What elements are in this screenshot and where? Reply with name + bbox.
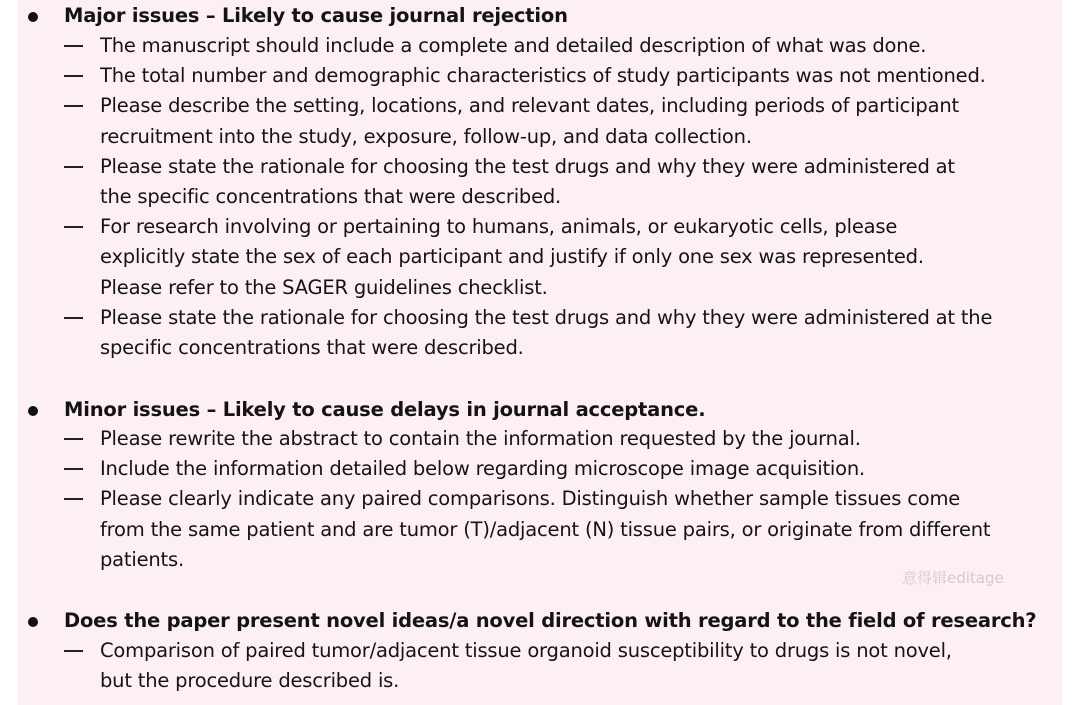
issue-list — [0, 31, 1080, 363]
list-item — [0, 91, 1080, 151]
item-text: recruitment into the study, exposure, follow-up, and data collection. — [100, 124, 752, 148]
bullet-icon — [28, 12, 38, 22]
watermark: 意得辑editage — [902, 569, 1004, 587]
list-item — [0, 424, 1080, 454]
dash-icon — [64, 75, 83, 77]
dash-icon — [64, 650, 83, 652]
item-text: specific concentrations that were described. — [100, 336, 524, 360]
list-item — [0, 31, 1080, 61]
list-item — [0, 303, 1080, 363]
dash-icon — [64, 226, 83, 228]
dash-icon — [64, 468, 83, 470]
item-text: patients. — [100, 547, 184, 571]
item-text: the specific concentrations that were described. — [100, 185, 562, 209]
section-heading: Major issues – Likely to cause journal rejection — [64, 4, 568, 27]
item-text: The manuscript should include a complete and detailed description of what was done. — [100, 34, 927, 57]
list-item — [0, 61, 1080, 91]
item-text: Include the information detailed below regarding microscope image acquisition. — [100, 457, 866, 481]
section-heading: Minor issues – Likely to cause delays in journal acceptance. — [64, 398, 706, 421]
item-text: Please describe the setting, locations, and relevant dates, including periods of participant — [100, 94, 959, 118]
bullet-icon — [28, 617, 38, 627]
list-item — [0, 484, 1080, 575]
list-item — [0, 454, 1080, 484]
item-text: Please state the rationale for choosing the test drugs and why they were administered at the — [100, 305, 993, 329]
item-text: Comparison of paired tumor/adjacent tissue organoid susceptibility to drugs is not novel, — [100, 639, 952, 662]
dash-icon — [64, 105, 83, 107]
item-text: For research involving or pertaining to humans, animals, or eukaryotic cells, please — [100, 215, 898, 239]
item-text: Please refer to the SAGER guidelines checklist. — [100, 275, 548, 299]
dash-icon — [64, 166, 83, 168]
item-text: Please state the rationale for choosing the test drugs and why they were administered at — [100, 154, 955, 178]
list-item — [0, 636, 1080, 696]
item-text: explicitly state the sex of each participant and justify if only one sex was represented. — [100, 245, 924, 269]
section-heading: Does the paper present novel ideas/a novel direction with regard to the field of research? — [64, 609, 1037, 632]
list-item — [0, 152, 1080, 212]
item-text: but the procedure described is. — [100, 669, 400, 693]
dash-icon — [64, 438, 83, 440]
item-text: Please rewrite the abstract to contain the information requested by the journal. — [100, 427, 861, 450]
item-text: from the same patient and are tumor (T)/adjacent (N) tissue pairs, or originate from different — [100, 517, 991, 541]
list-item — [0, 212, 1080, 303]
item-text: The total number and demographic characteristics of study participants was not mentioned. — [100, 64, 986, 88]
dash-icon — [64, 498, 83, 500]
issue-list — [0, 424, 1080, 575]
bullet-icon — [28, 406, 38, 416]
dash-icon — [64, 317, 83, 319]
dash-icon — [64, 45, 83, 47]
item-text: Please clearly indicate any paired comparisons. Distinguish whether sample tissues come — [100, 487, 961, 511]
issue-list — [0, 636, 1080, 696]
